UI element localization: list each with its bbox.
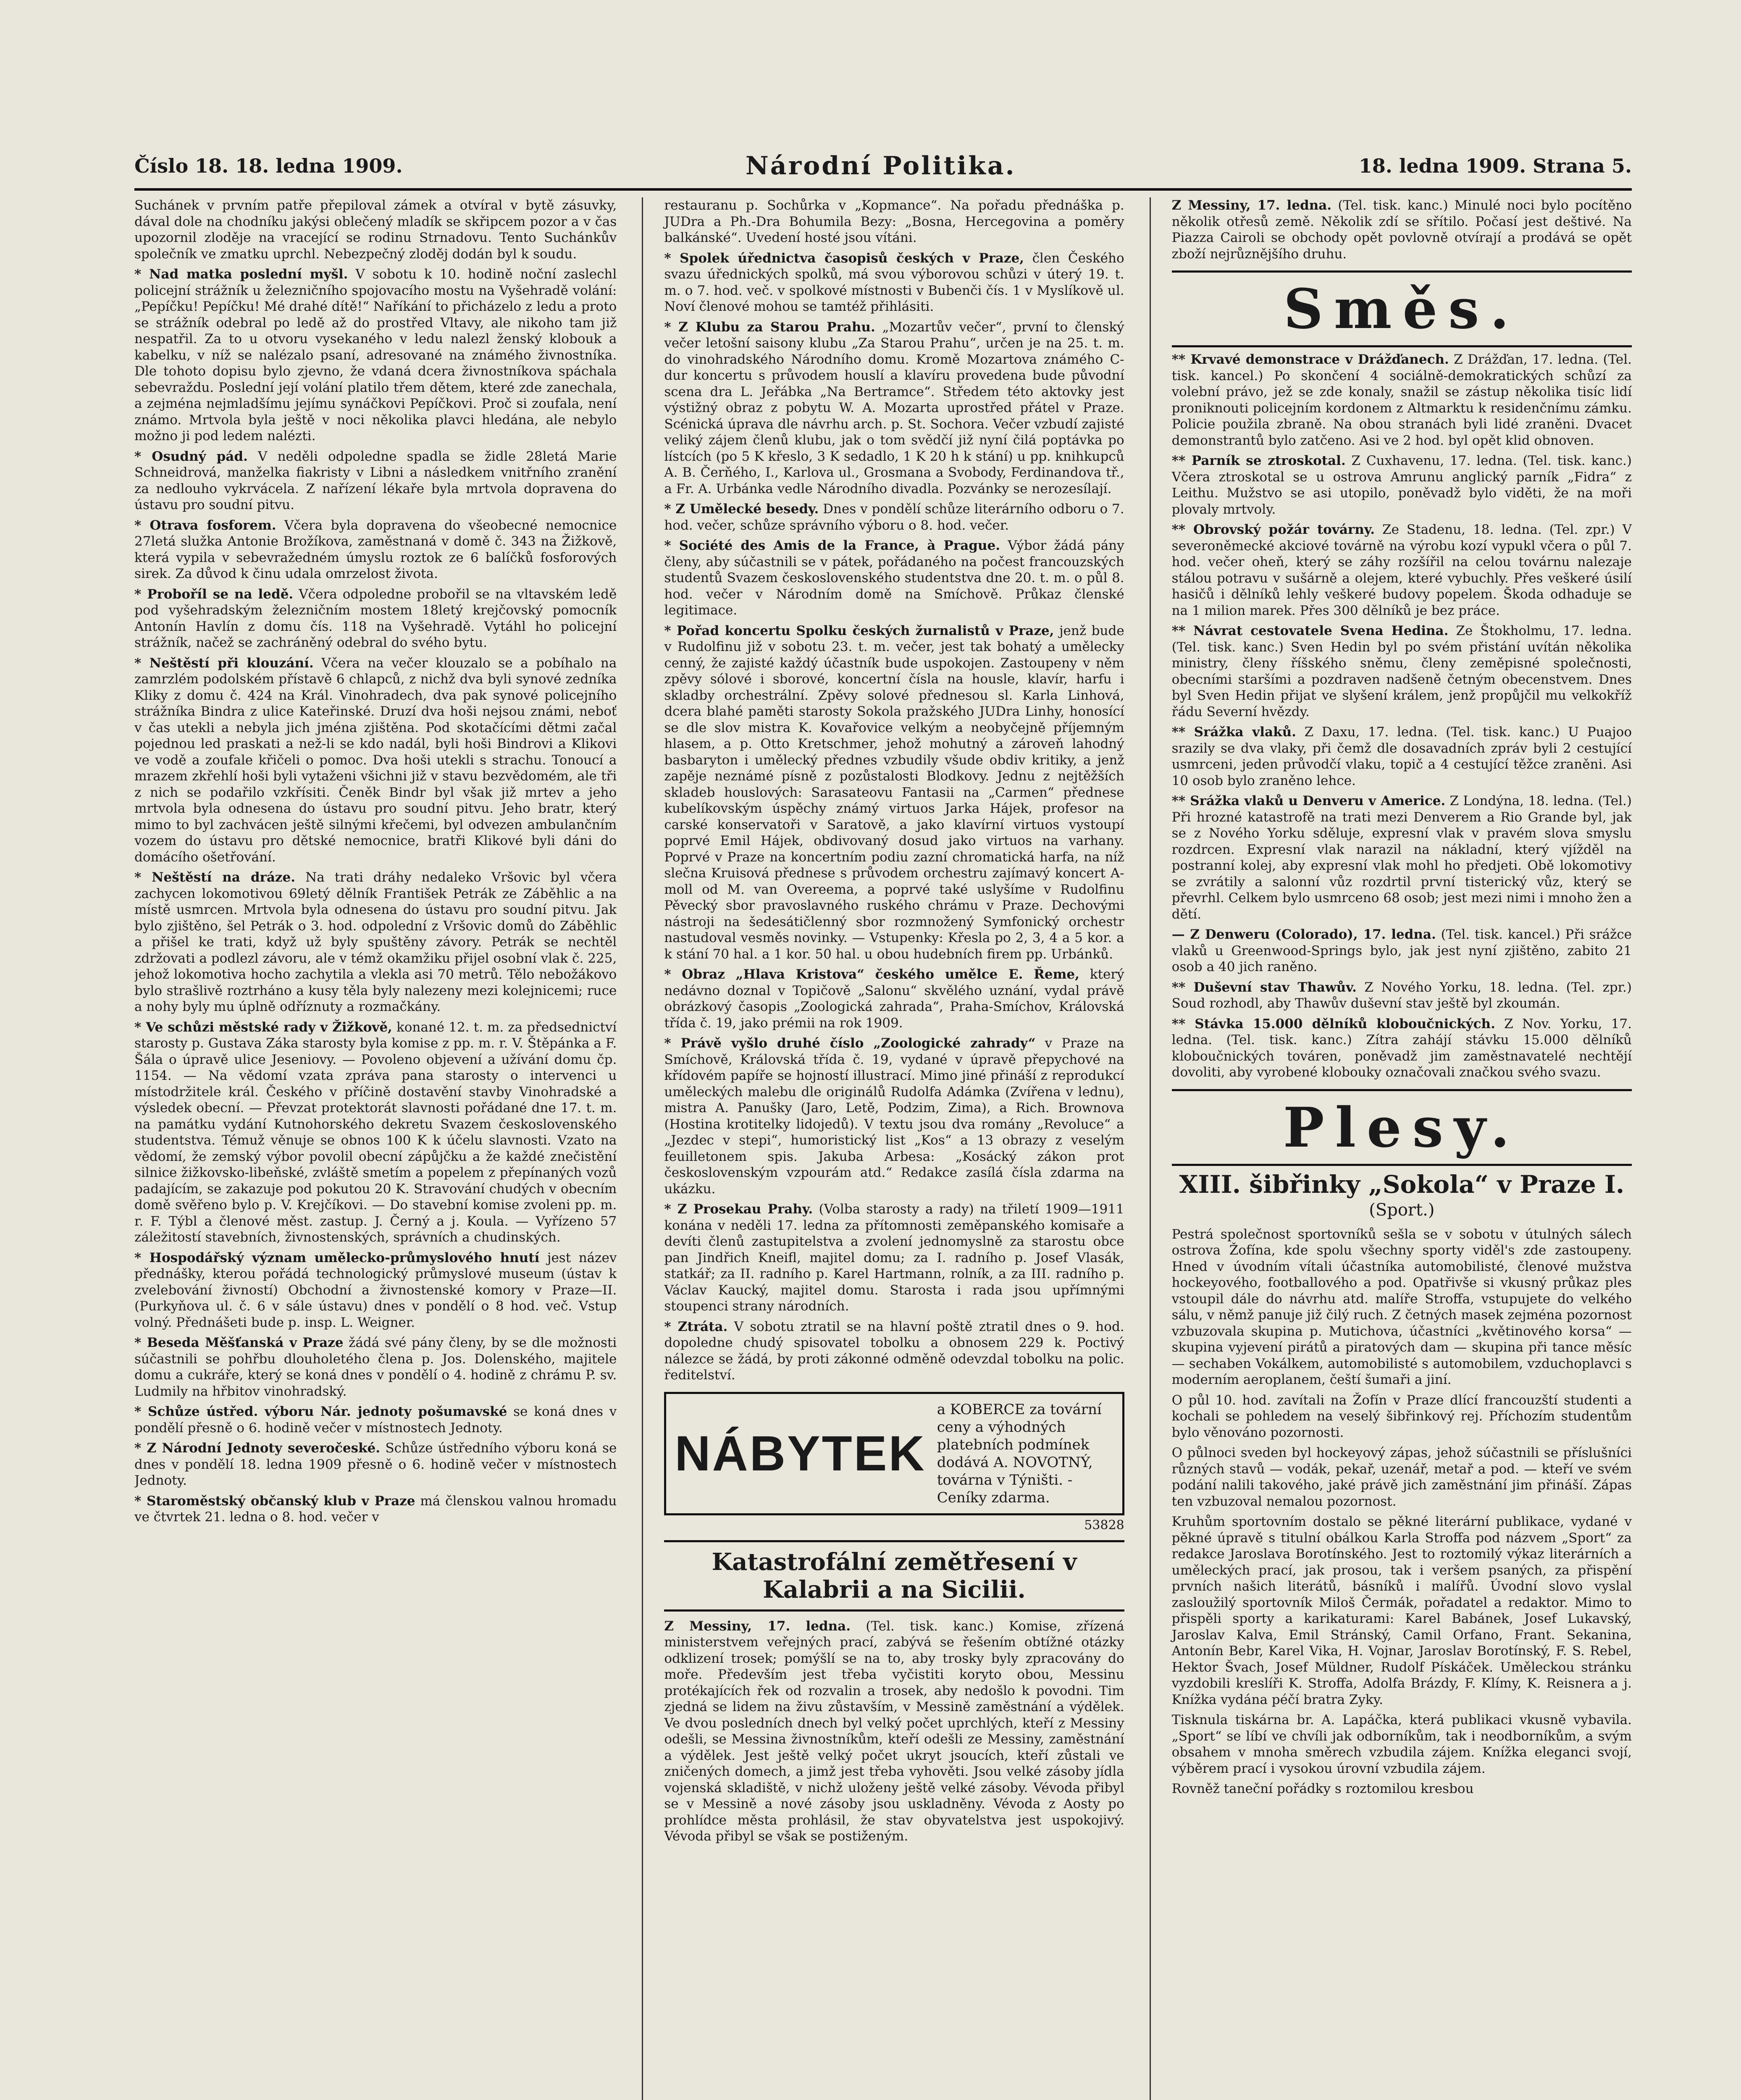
article-paragraph [1172,724,1632,789]
article-paragraph [1172,453,1632,517]
article-text: (Tel. tisk. kancel.) Při srážce vlaků u Greenwood-Springs bylo, jak jest nyní zjištěno, zabito 21 osob a 40 jich raněno. [1171,927,1632,974]
article-text: (Tel. tisk. kanc.) Minulé noci bylo pocítěno několik otřesů země. Několik zdí se sřítilo. Počasí jest deštivé. Na Piazza Cairoli se obchody opět povlovně otvírají a prodává se opět zboží nejrůznějšího druhu. [1171,198,1632,262]
column-3 [1150,197,1632,2100]
article-paragraph [664,501,1124,533]
article-text: Včera na večer klouzalo se a pobíhalo na zamrzlém podolském přístavě 6 chlapců, z nichž dva byli synové zedníka Kliky z domu č. 424 na Král. Vinohradech, dva pak synové policejního strážníka Bindra z ulice Kateřinské. Druzí dva hoši nejsou známi, neboť v čas utekli a nebyla jich jména zjištěna. Pod skotačícími dětmi začal pojednou led praskati a než-li se kdo nadál, byli hoši Bindrovi a Klikovi ve vodě a zoufale křičeli o pomoc. Dva hoši utekli s strachu. Tonoucí a mrazem zkřehlí hoši byli vytaženi všichni již v stavu bezvědomém, ale tři z nich se podařilo vzkřísiti. Čeněk Bindr byl však již mrtev a jeho mrtvola byla odnesena do ústavu pro soudní pitvu. Jeho bratr, který mimo to byl zachvácen ještě silnými křečemi, byl odvezen ambulančním vozem do ústavu pro dětské nemocnice, bratři Klikové byli dáni do domácího ošetřování. [134,655,617,865]
article-text: má členskou valnou hromadu ve čtvrtek 21. ledna o 8. hod. večer v [134,1493,617,1525]
article-paragraph [664,538,1124,619]
article-heading: * Právě vyšlo druhé číslo „Zoologické zahrady“ [664,1036,1036,1051]
article-heading: * Z Umělecké besedy. [664,501,819,517]
article-paragraph [664,1618,1124,1845]
ad-code: 53828 [1084,1517,1124,1533]
article-paragraph [664,250,1124,315]
article-text: Tisknula tiskárna br. A. Lapáčka, která publikaci vkusně vybavila. „Sport“ se líbí ve chvíli jak odborníkům, tak i neodborníkům, a svým obsahem v mnoha směrech vzbudila zájem. Knížka eleganci svojí, výběrem prací i vysokou úrovní vzbudila zájem. [1171,1712,1632,1776]
article-text: Pestrá společnost sportovníků sešla se v sobotu v útulných sálech ostrova Žofína, kde spolu všechny sporty viděl's zde zastoupeny. Hned v úvodním vítali účastníka automobilisté, členové mužstva hockeyového, footballového a pod. Opatřivše si vkusný průkaz ples vstoupil dále do návrhu atd. malíře Stroffa, vstupujete do velkého sálu, v němž panuje již čilý ruch. Z četných masek zejména pozornost vzbuzovala skupina p. Mutichova, účastníci „květinového korsa“ — skupina vyjevení pirátů a piratových dam — skupina při tance měsíc — sechaben Vokálkem, automobilisté s automobilem, vzduchoplavci s moderním aeroplanem, čeští šumaři a jiní. [1171,1226,1632,1387]
article-heading: * Ve schůzi městské rady v Žižkově, [134,1019,392,1035]
article-paragraph [1172,927,1632,975]
header-rule [134,188,1632,191]
article-text: Ze Štokholmu, 17. ledna. (Tel. tisk. kanc.) Sven Hedin byl po svém přistání uvítán několika ministry, členy říšského sněmu, členy zeměpisné společnosti, obecními staršími a pozdraven nadšeně četným obecenstvem. Dnes byl Sven Hedin přijat ve slyšení králem, jenž propůjčil mu velkokříž řádu Severní hvězdy. [1171,623,1632,719]
article-paragraph [1172,352,1632,449]
article-text: jenž bude v Rudolfinu již v sobotu 23. t. m. večer, jest tak bohatý a umělecky cenný, že zajisté každý účastník bude uspokojen. Zastoupeny v něm zpěvy sólové i sborové, koncertní čísla na housle, klavír, harfu i skladby orchestrální. Zpěvy solové přednesou sl. Karla Linhová, dcera blahé paměti starosty Sokola pražského JUDra Linhy, honosící se dle slov mistra K. Kovařovice velkým a neobyčejně příjemným hlasem, a p. Otto Kretschmer, jehož mohutný a zároveň lahodný basbaryton i umělecký přednes vzbudily všude obdiv kritiky, a jenž zapěje neznámé písně z pozůstalosti Blodkovy. Jednu z nejtěžších skladeb houslových: Sarasateovu Fantasii na „Carmen“ přednese kubelíkovským úspěchy známý virtuos Jarka Hájek, profesor na carské konservatoři v Saratově, a jako klavírní virtuos vystoupí poprvé Emil Hájek, obdivovaný dosud jako virtuos na varhany. Poprvé v Praze na koncertním podiu zazní chromatická harfa, na níž slečna Kruisová přednese s průvodem orchestru zajímavý koncert A-moll od M. van Overeema, a poprvé také uslyšíme v Rudolfinu Pěvecký sbor pravoslavného ruského chrámu v Praze. Dechovými nástroji na šedesátičlenný sbor rozmnožený Symfonický orchestr nastudoval vesměs novinky. — Vstupenky: Křesla po 2, 3, 4 a 5 kor. a k stání 70 hal. a 1 kor. 50 hal. u obou hudebních firem pp. Urbánků. [664,623,1124,962]
section-plesy [1172,1226,1632,1797]
article-paragraph [134,197,617,262]
article-text: O půl 10. hod. zavítali na Žofín v Praze dlící francouzští studenti a kochali se pohledem na veselý šibřinkový rej. Příchozím studentům bylo věnováno pozornosti. [1171,1392,1632,1440]
article-heading: * Proboříl se na ledě. [134,586,294,602]
article-text: Z Nov. Yorku, 17. ledna. (Tel. tisk. kanc.) Zítra zahájí stávku 15.000 dělníků kloboučnických továren, poněvadž jim zaměstnavatelé nechtějí dovoliti, aby vyrobené klobouky označovali značkou svého svazu. [1171,1016,1632,1080]
masthead: Národní Politika. [745,151,1016,181]
article-text: Z Daxu, 17. ledna. (Tel. tisk. kanc.) U Puajoo srazily se dva vlaky, při čemž dle dosavadních zpráv byli 2 cestující usmrceni, jeden průvodčí vlaku, topič a 4 cestující těžce zraněni. Asi 10 osob bylo zraněno lehce. [1171,724,1632,788]
article-heading: Z Messiny, 17. ledna. [664,1618,851,1634]
section-smes-title: Směs. [1172,270,1632,347]
article-paragraph [664,1319,1124,1383]
article-text: konané 12. t. m. za předsednictví starosty p. Gustava Záka starosty byla komise z pp. m. r. V. Štěpánka a F. Šála o úpravě ulice Jeseniovy. — Povoleno objevení a užívání domu čp. 1154. — Na vědomí vzata zpráva pana starosty o intervenci u místodržitele král. Českého v příčině dostavění stavby Vinohradské a výsledek obecní. — Převzat protektorát slavnosti pořádané dne 17. t. m. na památku vydání Kutnohorského dekretu Svazem československého studentstva. Témuž věnuje se obnos 100 K k účelu slavnosti. Vzato na vědomí, že zemský výbor povolil obecní zápůjčku a že každé znečistění silnice žižkovsko-libeňské, zvláště smetím a popelem z přepínaných vozů padajícím, se zakazuje pod pokutou 20 K. Stravování chudých v obecním domě svěřeno bylo p. V. Krejčíkovi. — Do stavební komise zvoleni pp. m. r. F. Týbl a členové měst. zastup. J. Černý a j. Koula. — Vyřízeno 57 záležitostí stavebních, živnostenských, správních a chudinských. [134,1019,617,1245]
article-paragraph [664,623,1124,963]
article-heading: * Schůze ústřed. výboru Nár. jednoty pošumavské [134,1404,507,1419]
article-text: Z Londýna, 18. ledna. (Tel.) Při hrozné katastrofě na trati mezi Denverem a Rio Grande byl, jak se z Nového Yorku sděluje, expresní vlak v pravém slova smyslu rozdrcen. Expresní vlak narazil na nákladní, který vjížděl na postranní kolej, aby expresní vlak mohl ho předjeti. Obě lokomotivy se zvrátily a salonní vůz rozdrtil první tisterický vůz, který se převrhl. Celkem bylo usmrceno 68 osob; jest mezi nimi i mnoho žen a dětí. [1171,793,1632,922]
ad-name: NÁBYTEK [675,1425,926,1481]
article-text: V neděli odpoledne spadla se židle 28letá Marie Schneidrová, manželka fiakristy v Libni a následkem vnitřního zranění za nedlouho vykrvácela. Z nařízení lékaře byla mrtvola dopravena do ústavu pro soudní pitvu. [134,449,617,512]
article-text: „Mozartův večer“, první to členský večer letošní saisony klubu „Za Starou Prahu“, určen je na 25. t. m. do vinohradského Národního domu. Kromě Mozartova známého C-dur koncertu s průvodem houslí a klavíru provedena bude původní scena dra L. Jeřábka „Na Bertramce“. Středem této aktovky jest výstižný obraz z pobytu W. A. Mozarta uprostřed přátel v Praze. Scénická úprava dle návrhu arch. p. St. Sochora. Večer vzbudí zajisté veliký zájem členů klubu, jak o tom svědčí již nyní čilá poptávka po lístcích (po 5 K křeslo, 3 K sedadlo, 1 K 20 h k stání) u pp. knihkupců A. B. Čerňého, I., Karlova ul., Grosmana a Svobody, Ferdinandova tř., a Fr. A. Urbánka vedle Národního divadla. Pozvánky se nerozesílají. [664,319,1124,496]
article-heading: ** Duševní stav Thawův. [1171,979,1357,995]
article-text: Včera byla dopravena do všeobecné nemocnice 27letá služka Antonie Brožíkova, zaměstnaná v domě č. 343 na Žižkově, která vypila v sebevražedném úmyslu roztok ze 6 balíčků fosforových sirek. Za důvod k činu udala omrzelost života. [134,517,617,581]
article-paragraph [134,869,617,1015]
article-text: Schůze ústředního výboru koná se dnes v pondělí 18. ledna 1909 přesně o 6. hodině večer v místnostech Jednoty. [134,1441,617,1488]
article-text: O půlnoci sveden byl hockeyový zápas, jehož súčastnili se příslušníci různých stavů — vodák, pekař, uzenář, metař a pod. — kteří ve svém podání nalili takového, jaké právě jich zaměstnání jim přináší. Zápas ten vzbuzoval nemalou pozornost. [1171,1445,1632,1509]
article-text: Dnes v pondělí schůze literárního odboru o 7. hod. večer, schůze správního výboru o 8. hod. večer. [664,501,1124,533]
article-heading: ** Srážka vlaků. [1171,724,1296,740]
article-text: restauranu p. Sochůrka v „Kopmance“. Na pořadu přednáška p. JUDra a Ph.-Dra Bohumila Bezy: „Bosna, Hercegovina a poměry balkánské“. Uvedení hosté jsou vítáni. [664,198,1124,245]
article-heading: * Staroměstský občanský klub v Praze [134,1493,415,1509]
plesy-subtitle: XIII. šibřinky „Sokola“ v Praze I. [1179,1170,1625,1199]
article-paragraph [134,1019,617,1246]
article-heading: ** Stávka 15.000 dělníků kloboučnických. [1171,1016,1495,1032]
article-paragraph [664,1201,1124,1315]
article-paragraph [1172,1712,1632,1777]
disaster-title: Katastrofální zemětřesení v Kalabrii a na Sicilii. [664,1540,1124,1612]
article-paragraph [134,655,617,866]
article-text: (Tel. tisk. kanc.) Komise, zřízená ministerstvem veřejných prací, zabývá se řešením obtížné otázky odklizení trosek; pomýšlí se na to, aby trosky byly zpracovány do moře. Především jest třeba vyčistiti koryto obou, Messinu protékajících řek od rozvalin a trosek, aby nedošlo k povodni. Tim zjedná se lidem na živu zůstavším, v Messině zaměstnání a výdělek. Ve dvou posledních dnech byl velký počet uprchlých, kteří z Messiny odešli, se Messina živnostníkům, kteří odešli ze Messiny, zaměstnání a výdělek. Jest ještě velký počet ukryt jsoucích, kteří zůstali ve zničených domech, a jimž jest třeba vyhověti. Jsou velké zásoby jídla vojenská skladiště, v nichž uloženy ještě velké zásoby. Vévoda přibyl se v Messině a nové zásoby jsou uskladněny. Vévoda z Aosty po prohlídce města prohlásil, že stav obyvatelstva jest uspokojivý. Vévoda přibyl se však se postiženým. [664,1618,1124,1844]
article-paragraph [1172,793,1632,922]
article-text: jest název přednášky, kterou pořádá technologický průmyslové museum (ústav k zvelebování živností) Obchodní a živnostenské komory v Praze—II. (Purkyňova ul. č. 6 v sále ústavu) dnes v pondělí o 8 hod. več. Vstup volný. Přednášeti bude p. insp. L. Weigner. [134,1250,617,1330]
article-paragraph [1172,522,1632,619]
article-text: se koná dnes v pondělí přesně o 6. hodině večer v místnostech Jednoty. [134,1404,617,1436]
article-heading: Z Messiny, 17. ledna. [1171,198,1332,213]
advertisement [664,1392,1124,1515]
article-paragraph [134,1335,617,1399]
article-heading: * Obraz „Hlava Kristova“ českého umělce E. Řeme, [664,967,1079,982]
article-paragraph [1172,1392,1632,1441]
page-number: 18. ledna 1909. Strana 5. [1358,155,1632,177]
article-paragraph [134,1404,617,1436]
article-text: člen Českého svazu úřednických spolků, má svou výborovou schůzi v úterý 19. t. m. o 7. hod. več. v spolkové místnosti v Bubenči čís. 1 v Myslíkově ul. Noví členové mohou se tamtéž přihlásiti. [664,250,1124,314]
article-text: Rovněž taneční pořádky s roztomilou kresbou [1171,1781,1474,1796]
article-paragraph [1172,1445,1632,1509]
article-paragraph [664,197,1124,246]
article-text: (Volba starosty a rady) na třiletí 1909—1911 konána v neděli 17. ledna za přítomnosti zeměpanského komisaře a devíti členů zastupitelstva a zvolení jednomyslně za starostu obce pan Jindřich Kneifl, majitel domu; za I. radního p. Josef Vlasák, statkář; za II. radního p. Karel Hartmann, rolník, a za III. radního p. Václav Kaucký, majitel domu. Starosta i rada jsou upřímnými stoupenci strany národních. [664,1202,1124,1314]
columns [134,197,1632,2100]
article-heading: * Otrava fosforem. [134,517,276,533]
article-heading: * Société des Amis de la France, à Prague. [664,538,1000,553]
article-text: Kruhům sportovním dostalo se pěkné literární publikace, vydané v pěkné úpravě s titulní obálkou Karla Stroffa pod názvem „Sport“ za redakce Jaroslava Borotínského. Jest to roztomilý výkaz literárních a uměleckých prací, jak prosou, tak i veršem psaných, za přispění prvních našich literátů, básníků i malířů. Úvodní slovo vyslal zasloužilý sportovník Miloš Čermák, pořadatel a redaktor. Mimo to přispěli sporty a karikaturami: Karel Babánek, Josef Lukavský, Jaroslav Kalva, Emil Stránský, Camil Orfano, Frant. Sekanina, Antonín Bebr, Karel Vika, H. Vojnar, Jaroslav Borotínský, F. S. Rebel, Hektor Švach, Josef Müldner, Rudolf Pískáček. Uměleckou stránku vyzdobili kreslíři K. Stroffa, Adolfa Brázdy, F. Klímy, K. Reisnera a j. Knížka vydána péčí bratra Zyky. [1171,1514,1632,1707]
article-paragraph [664,1035,1124,1197]
article-heading: * Nad matka poslední myšl. [134,267,348,282]
article-heading: ** Srážka vlaků u Denveru v Americe. [1171,793,1446,808]
article-paragraph [664,319,1124,497]
plesy-subsubtitle: (Sport.) [1369,1200,1435,1220]
article-text: Včera odpoledne probořil se na vltavském ledě pod vyšehradským železničním mostem 18letý krejčovský pomocník Antonín Havlín z domu čís. 118 na Vyšehradě. Vytáhl ho policejní strážník, načež se zachráněný odebral do svého bytu. [134,586,617,650]
article-paragraph [1172,197,1632,262]
article-text: Z Drážďan, 17. ledna. (Tel. tisk. kancel.) Po skončení 4 sociálně-demokratických schůzí za volební právo, jež se zde konaly, snažil se zástup několika tisíc lidí proniknouti policejním kordonem z Altmarktu k residenčnímu zámku. Policie použila zbraně. Na obou stranách byli lidé zraněni. Dvacet demonstrantů bylo zatčeno. Asi ve 2 hod. byl opět klid obnoven. [1171,352,1632,448]
article-heading: * Pořad koncertu Spolku českých žurnalistů v Praze, [664,623,1054,638]
section-smes [1172,352,1632,1081]
article-text: Na trati dráhy nedaleko Vršovic byl včera zachycen lokomotivou 69letý dělník František Petrák ze Záběhlic a na místě usmrcen. Mrtvola byla odnesena do ústavu pro soudní pitvu. Jak bylo zjištěno, šel Petrák o 3. hod. odpolední z Vršovic domů do Záběhlic a přišel ke trati, když už byly spuštěny závory. Petrák se nechtěl zdržovati a podlezl závoru, ale v témž okamžiku přijel osobní vlak č. 225, jehož lokomotiva hocho zachytila a vlekla asi 70 metrů. Tělo nebožákovo bylo strašlivě roztrháno a kusy těla byly nalezeny mezi kolejnicemi; ruce a nohy byly mu úplně odříznuty a rozmačkány. [134,870,617,1014]
article-heading: * Beseda Měšťanská v Praze [134,1335,344,1350]
article-heading: * Z Prosekau Prahy. [664,1202,813,1217]
page-header [134,147,1632,185]
article-paragraph [134,517,617,582]
article-heading: * Z Národní Jednoty severočeské. [134,1441,381,1456]
section-plesy-title: Plesy. [1172,1089,1632,1166]
article-paragraph [134,266,617,444]
article-heading: * Neštěstí na dráze. [134,870,296,885]
article-paragraph [134,586,617,651]
article-heading: * Ztráta. [664,1319,728,1334]
article-text: žádá své pány členy, by se dle možnosti súčastnili se pohřbu dlouholetého člena p. Jos. Dolenského, majitele domu a cukráře, který se koná dnes v pondělí o 4. hodině z chrámu P. sv. Ludmily na hřbitov vinohradský. [134,1335,617,1399]
article-paragraph [1172,1226,1632,1388]
column-3-articles [1172,197,1632,262]
article-paragraph [134,449,617,513]
column-2 [642,197,1124,2100]
article-paragraph [134,1250,617,1331]
article-text: Ze Stadenu, 18. ledna. (Tel. zpr.) V severoněmecké akciové továrně na výrobu kozí vypukl včera o půl 7. hod. večer oheň, který se záhy rozšířil na celou továrnu nalezaje stálou potravu v sušárně a olejem, které vybuchly. Přes veškeré úsilí hasičů i dělníků lehly veškeré budovy popelem. Škoda odhaduje se na 1 milion marek. Přes 300 dělníků je bez práce. [1171,522,1632,618]
article-text: Z Cuxhavenu, 17. ledna. (Tel. tisk. kanc.) Včera ztroskotal se u ostrova Amrunu anglický parník „Fidra“ z Leithu. Mužstvo se asi utopilo, poněvadž bylo viděti, že na moři plovaly mrtvoly. [1171,453,1632,517]
article-heading: ** Návrat cestovatele Svena Hedina. [1171,623,1449,638]
article-text: Suchánek v prvním patře přepiloval zámek a otvíral v bytě zásuvky, dával dole na chodníku jakýsi oblečený mladík se skřipcem pozor a v čas upozornil zloděje na vracející se rodinu Strnadovu. Tento Suchánkův společník ve zmatku uprchl. Nebezpečný zloděj dodán byl k soudu. [134,198,617,262]
article-heading: * Osudný pád. [134,449,248,464]
article-paragraph [1172,1514,1632,1708]
article-text: v Praze na Smíchově, Královská třída č. 19, vydané v úpravě přepychové na křídovém papíře se hojností illustrací. Mimo jiné přináší z reprodukcí uměleckých malebu dle originálů Rudolfa Adámka (Zvířena v lednu), mistra A. Panušky (Jaro, Letě, Podzim, Zima), a Rich. Brownova (Hostina krotitelky lidojedů). V textu jsou dva romány „Revoluce“ a „Jezdec v stepi“, humoristický list „Kos“ a 13 obrazy z veselým feuilletonem spis. Jakuba Arbesa: „Kosácký zákon prot československým vzpourám atd.“ Redakce zasílá čísla zdarma na ukázku. [664,1036,1124,1197]
article-paragraph [664,966,1124,1031]
issue-info: Číslo 18. 18. ledna 1909. [134,155,403,177]
column-2-articles [664,197,1124,1383]
article-text: V sobotu ztratil se na hlavní poště ztratil dnes o 9. hod. dopoledne chudý spisovatel tobolku a obnosem 229 k. Poctivý nálezce se žádá, by proti zákonné odměně odevzdal tobolku na polic. ředitelství. [664,1319,1124,1383]
article-heading: * Spolek úřednictva časopisů českých v Praze, [664,250,1024,266]
article-text: který nedávno doznal v Topičově „Salonu“ skvělého uznání, vydal právě obrázkový časopis „Zoologická zahrada“, Praha-Smíchov, Královská třída č. 19, jako prémii na rok 1909. [664,967,1124,1031]
article-heading: * Neštěstí při klouzání. [134,655,314,671]
article-text: Z Nového Yorku, 18. ledna. (Tel. zpr.) Soud rozhodl, aby Thawův duševní stav ještě byl zkoumán. [1171,979,1632,1011]
ad-text: a KOBERCE za tovární ceny a výhodných platebních podmínek dodává A. NOVOTNÝ, továrna v Týništi. - Ceníky zdarma. [937,1401,1102,1506]
article-paragraph [1172,623,1632,720]
article-paragraph [1172,1781,1632,1797]
article-paragraph [1172,1016,1632,1081]
article-heading: ** Parník se ztroskotal. [1171,453,1346,468]
article-heading: * Z Klubu za Starou Prahu. [664,319,875,335]
article-heading: — Z Denweru (Colorado), 17. ledna. [1171,927,1436,942]
article-heading: ** Obrovský požár továrny. [1171,522,1375,537]
article-heading: ** Krvavé demonstrace v Drážďanech. [1171,352,1449,367]
column-1 [134,197,617,2100]
disaster-articles [664,1618,1124,1845]
article-paragraph [1172,979,1632,1012]
article-text: Výbor žádá pány členy, aby súčastnili se v pátek, pořádaného na počest francouzských studentů Svazem československého studentstva dne 20. t. m. o půl 8. hod. večer v Národním domě na Smíchově. Průkaz členské legitimace. [664,538,1124,618]
article-paragraph [134,1440,617,1489]
article-text: V sobotu k 10. hodině noční zaslechl policejní strážník u železničního spojovacího mostu na Vyšehradě volání: „Pepíčku! Pepíčku! Mé drahé dítě!“ Naříkání to přicházelo z ledu a proto se strážník odebral po ledě až do prostřed Vltavy, ale nikoho tam již nespatřil. Za to u otvoru vysekaného v ledu nalezl ženský klobouk a kabelku, v níž se nalézalo psaní, adresované na známého živnostníka. Dle tohoto dopisu bylo zjevno, že vdaná dcera živnostníkova spáchala sebevraždu. Poslední její volání platilo třem dětem, které zde zanechala, a zejména nejmladšímu jejímu synáčkovi Pepíčkovi. Proč si zoufala, není známo. Mrtvola byla ještě v noci několika plavci hledána, ale nebylo možno ji pod ledem nalézti. [134,267,617,444]
article-paragraph [134,1493,617,1525]
article-heading: * Hospodářský význam umělecko-průmyslového hnutí [134,1250,540,1265]
